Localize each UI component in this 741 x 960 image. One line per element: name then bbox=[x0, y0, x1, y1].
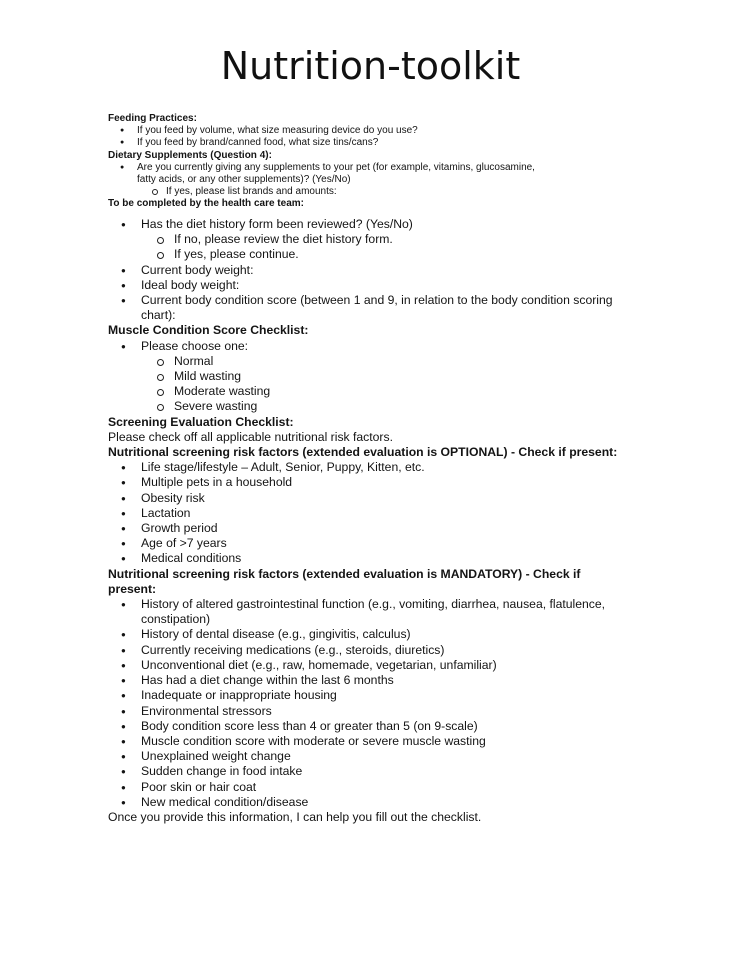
list-item-continuation: chart): bbox=[141, 308, 176, 323]
sub-list-item: Normal bbox=[108, 354, 648, 369]
health-care-team-heading: To be completed by the health care team: bbox=[108, 198, 304, 210]
page-title: Nutrition-toolkit bbox=[220, 44, 521, 88]
list-item: ● Ideal body weight: bbox=[108, 278, 648, 293]
list-item: ● Muscle condition score with moderate or severe muscle wasting bbox=[108, 734, 648, 749]
main-section bbox=[108, 217, 648, 825]
list-item-continuation: fatty acids, or any other supplements)? (Yes/No) bbox=[137, 174, 351, 186]
list-item: ● Current body condition score (between 1 and 9, in relation to the body condition scoring bbox=[108, 293, 648, 308]
optional-risk-factors-heading: Nutritional screening risk factors (extended evaluation is OPTIONAL) - Check if present: bbox=[108, 445, 618, 460]
list-item: ● Poor skin or hair coat bbox=[108, 780, 648, 795]
mandatory-risk-factors-heading: Nutritional screening risk factors (extended evaluation is MANDATORY) - Check if bbox=[108, 566, 581, 581]
sub-list-item: Moderate wasting bbox=[108, 384, 648, 399]
list-item: ● Age of >7 years bbox=[108, 536, 648, 551]
list-item: ● Current body weight: bbox=[108, 263, 648, 278]
small-print-section bbox=[108, 113, 708, 211]
list-item: ● Has the diet history form been reviewed? (Yes/No) bbox=[108, 217, 648, 232]
feeding-practices-heading: Feeding Practices: bbox=[108, 113, 197, 124]
closing-text: Once you provide this information, I can help you fill out the checklist. bbox=[108, 809, 482, 824]
list-item: ● If you feed by brand/canned food, what size tins/cans? bbox=[108, 137, 708, 149]
sub-list-item: Mild wasting bbox=[108, 369, 648, 384]
list-item: ● Are you currently giving any supplements to your pet (for example, vitamins, glucosamine, bbox=[108, 162, 708, 174]
list-item: ● Growth period bbox=[108, 521, 648, 536]
dietary-supplements-heading: Dietary Supplements (Question 4): bbox=[108, 149, 272, 161]
muscle-condition-heading: Muscle Condition Score Checklist: bbox=[108, 323, 309, 338]
list-item-continuation: constipation) bbox=[141, 612, 211, 627]
sub-list-item: If yes, please continue. bbox=[108, 247, 648, 262]
list-item: ● Body condition score less than 4 or greater than 5 (on 9-scale) bbox=[108, 719, 648, 734]
list-item: ● Currently receiving medications (e.g., steroids, diuretics) bbox=[108, 643, 648, 658]
list-item: ● History of altered gastrointestinal function (e.g., vomiting, diarrhea, nausea, flatulence, bbox=[108, 597, 648, 612]
list-item: ● Obesity risk bbox=[108, 491, 648, 506]
list-item: ● Please choose one: bbox=[108, 339, 648, 354]
sub-list-item: If no, please review the diet history form. bbox=[108, 232, 648, 247]
list-item: ● Lactation bbox=[108, 506, 648, 521]
list-item: ● Has had a diet change within the last 6 months bbox=[108, 673, 648, 688]
screening-heading: Screening Evaluation Checklist: bbox=[108, 414, 294, 429]
list-item: ● If you feed by volume, what size measuring device do you use? bbox=[108, 125, 708, 137]
list-item: ● Sudden change in food intake bbox=[108, 764, 648, 779]
list-item: ● History of dental disease (e.g., gingivitis, calculus) bbox=[108, 627, 648, 642]
sub-list-item: Severe wasting bbox=[108, 399, 648, 414]
list-item: ● Multiple pets in a household bbox=[108, 475, 648, 490]
screening-intro: Please check off all applicable nutritional risk factors. bbox=[108, 429, 393, 444]
list-item: ● Environmental stressors bbox=[108, 704, 648, 719]
list-item: ● Medical conditions bbox=[108, 551, 648, 566]
sub-list-item: If yes, please list brands and amounts: bbox=[108, 186, 708, 198]
mandatory-risk-factors-heading-cont: present: bbox=[108, 581, 157, 596]
list-item: ● Life stage/lifestyle – Adult, Senior, Puppy, Kitten, etc. bbox=[108, 460, 648, 475]
list-item: ● Inadequate or inappropriate housing bbox=[108, 688, 648, 703]
list-item: ● Unexplained weight change bbox=[108, 749, 648, 764]
list-item: ● New medical condition/disease bbox=[108, 795, 648, 810]
list-item: ● Unconventional diet (e.g., raw, homemade, vegetarian, unfamiliar) bbox=[108, 658, 648, 673]
